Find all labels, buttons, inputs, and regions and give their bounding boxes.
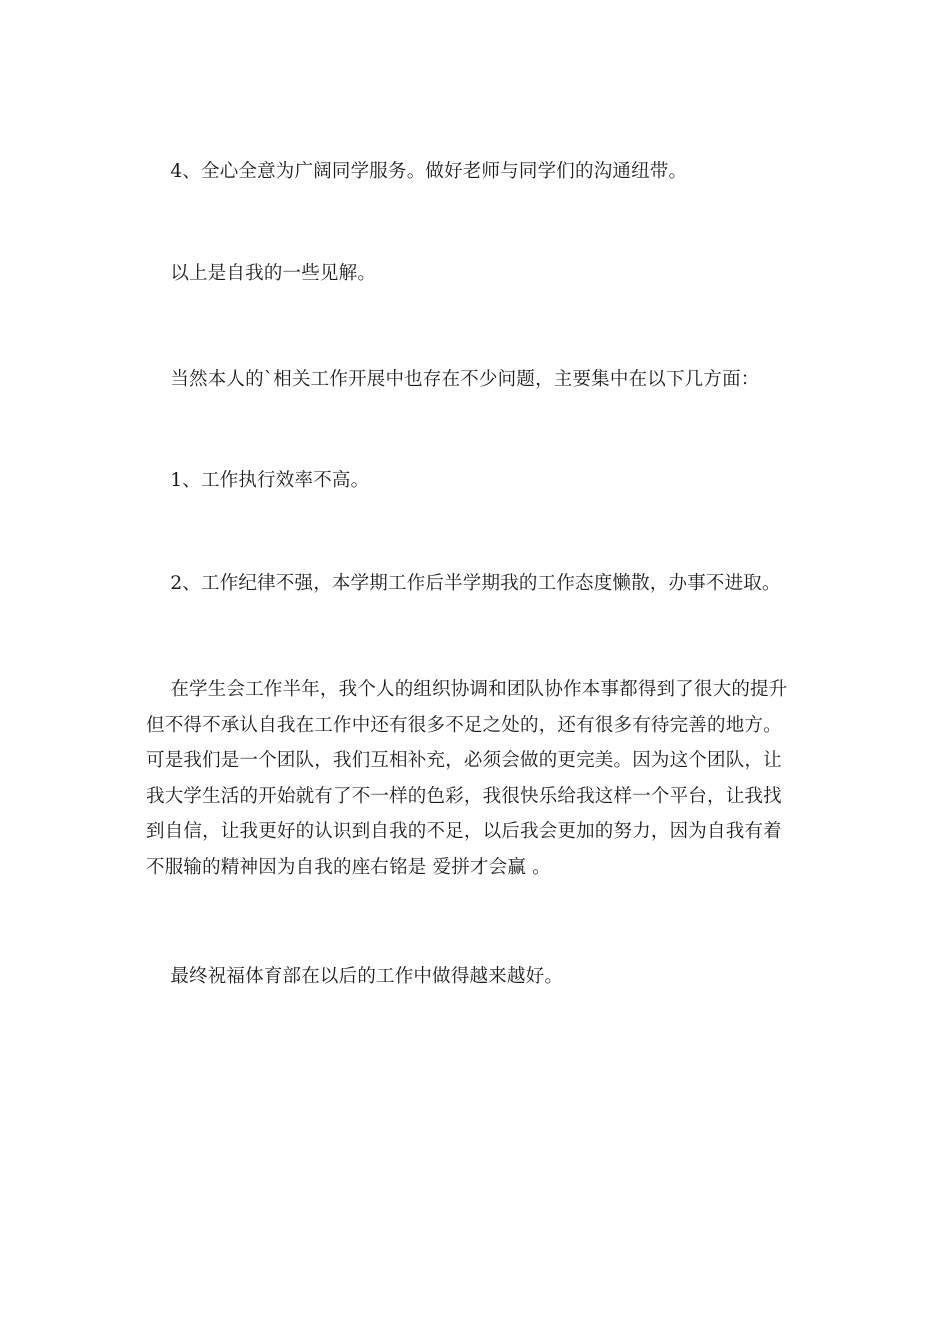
closing-line: 最终祝福体育部在以后的工作中做得越来越好。 [146,966,564,987]
problem-item-2: 2、工作纪律不强，本学期工作后半学期我的工作态度懒散，办事不进取。 [146,573,781,594]
problem-item-1: 1、工作执行效率不高。 [146,470,370,491]
summary-line-2: 但不得不承认自我在工作中还有很多不足之处的，还有很多有待完善的地方。 [146,714,782,736]
opinion-line: 以上是自我的一些见解。 [146,263,377,284]
problems-intro: 当然本人的`相关工作开展中也存在不少问题，主要集中在以下几方面： [146,369,760,390]
summary-line-5: 到自信，让我更好的认识到自我的不足，以后我会更加的努力，因为自我有着 [146,821,782,842]
summary-line-1: 在学生会工作半年，我个人的组织协调和团队协作本事都得到了很大的提升 [146,679,788,700]
summary-line-4: 我大学生活的开始就有了不一样的色彩，我很快乐给我这样一个平台，让我找 [146,785,782,807]
summary-line-6: 不服输的精神因为自我的座右铭是 爱拼才会赢 。 [146,856,551,878]
list-item-4: 4、全心全意为广阔同学服务。做好老师与同学们的沟通纽带。 [146,161,688,182]
summary-paragraph [146,672,816,885]
summary-line-3: 可是我们是一个团队，我们互相补充，必须会做的更完美。因为这个团队，让 [146,750,782,771]
